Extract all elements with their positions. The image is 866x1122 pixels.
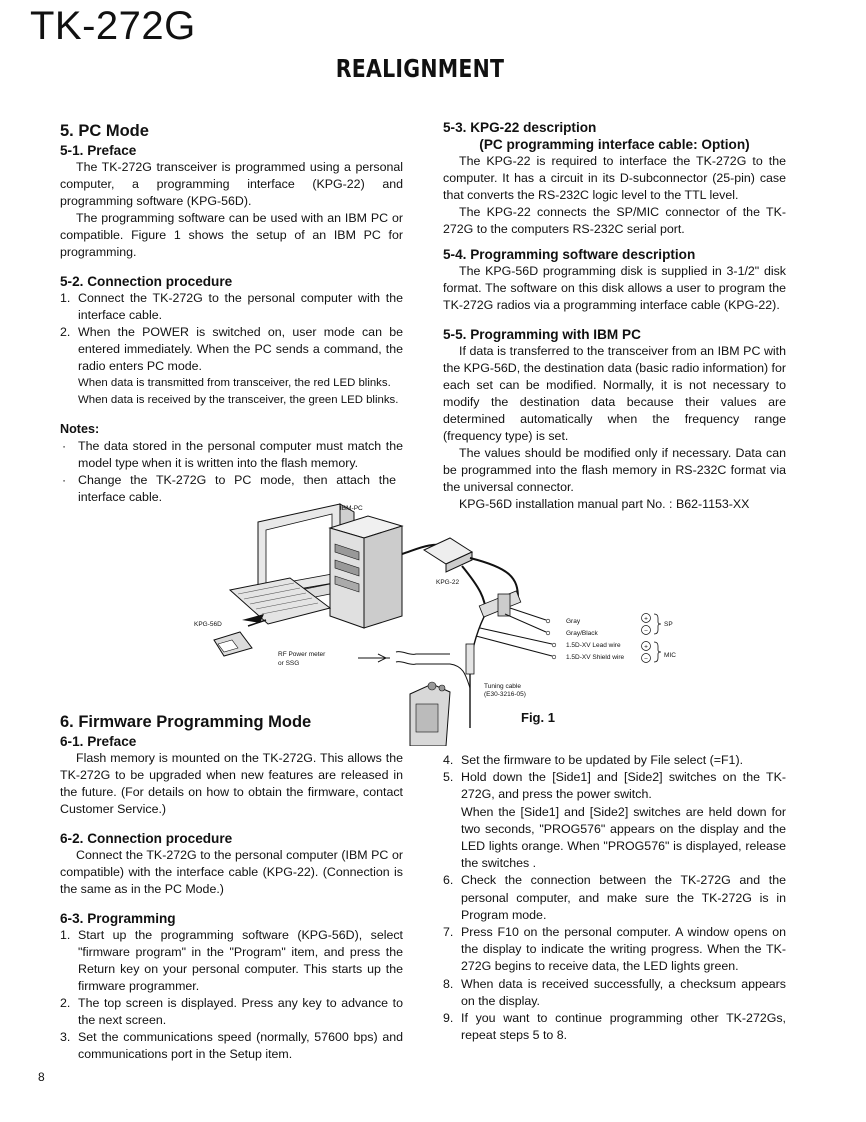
model-name: TK-272G bbox=[30, 4, 196, 48]
section-6-2-para-1: Connect the TK-272G to the personal computer (IBM PC or compatible) with the interface cable (KPG-22). (Connection is the same as in the PC Mode.) bbox=[60, 848, 403, 896]
section-5-right bbox=[443, 119, 786, 513]
manual-part-number: KPG-56D installation manual part No. : B62-1153-XX bbox=[459, 497, 750, 511]
rf-meter-label-line2: or SSG bbox=[278, 660, 300, 667]
list-item: 5. Hold down the [Side1] and [Side2] switches on the TK-272G, and press the power switch. bbox=[443, 770, 786, 802]
figure-caption: Fig. 1 bbox=[521, 710, 555, 725]
list-item: 9. If you want to continue programming other TK-272Gs, repeat steps 5 to 8. bbox=[443, 1011, 786, 1043]
wire-lead-label: 1.5D-XV Lead wire bbox=[566, 642, 621, 649]
ibm-pc-label: IBM-PC bbox=[340, 505, 363, 512]
section-5-2-title: 5-2. Connection procedure bbox=[60, 274, 233, 289]
section-5-3-subtitle: (PC programming interface cable: Option) bbox=[479, 137, 750, 152]
sp-minus-symbol: − bbox=[644, 627, 648, 635]
list-item: · The data stored in the personal computer must match the model type when it is written into the flash memory. bbox=[62, 439, 403, 470]
section-5-title: 5. PC Mode bbox=[60, 122, 149, 140]
rf-meter-label-line1: RF Power meter bbox=[278, 651, 326, 658]
list-item: 2. The top screen is displayed. Press any key to advance to the next screen. bbox=[60, 996, 403, 1027]
sp-plus-symbol: + bbox=[644, 615, 648, 623]
kpg56d-label: KPG-56D bbox=[194, 621, 222, 628]
section-5-3-para-2: The KPG-22 connects the SP/MIC connector of the TK-272G to the computers RS-232C serial port. bbox=[443, 205, 786, 236]
section-5-5-para-2: The values should be modified only if necessary. Data can be programmed into the flash memory in RS-232C format via the universal connector. bbox=[443, 446, 786, 494]
polarity-symbols bbox=[642, 614, 662, 663]
section-5-2-list bbox=[60, 290, 403, 375]
section-5-1-title: 5-1. Preface bbox=[60, 143, 137, 158]
section-6-3-list-end bbox=[443, 872, 786, 1044]
section-5-3-title: 5-3. KPG-22 description bbox=[443, 120, 597, 135]
notes-list bbox=[60, 438, 403, 506]
section-5-4-para-1: The KPG-56D programming disk is supplied in 3-1/2" disk format. The software on this disk allows a user to program the TK-272G radios via a programming interface cable (KPG-22). bbox=[443, 264, 786, 312]
page-number: 8 bbox=[38, 1070, 45, 1084]
list-item: 7. Press F10 on the personal computer. A window opens on the display to indicate the writing progress. When the TK-272G begins to receive data, the LED lights green. bbox=[443, 925, 786, 974]
list-item: 2. When the POWER is switched on, user mode can be entered immediately. When the PC sends a command, the radio enters PC mode. bbox=[60, 325, 403, 373]
section-5-1-para-2: The programming software can be used with an IBM PC or compatible. Figure 1 shows the setup of an IBM PC for programming. bbox=[60, 211, 403, 259]
section-6-3-list bbox=[60, 927, 403, 1063]
fig-1-setup-diagram bbox=[180, 498, 700, 746]
section-6-3-right bbox=[443, 752, 786, 1044]
mic-label: MIC bbox=[664, 652, 676, 659]
kpg22-interface-illustration bbox=[424, 538, 472, 572]
section-6-3-list-continued bbox=[443, 752, 786, 804]
sp-label: SP bbox=[664, 621, 673, 628]
list-item: 6. Check the connection between the TK-272G and the personal computer, and make sure the TK-272G is in Program mode. bbox=[443, 873, 786, 922]
section-5-3-para-1: The KPG-22 is required to interface the TK-272G to the computer. It has a circuit in its D-subconnector (25-pin) case that converts the RS-232C logic level to the TTL level. bbox=[443, 154, 786, 202]
list-item: 1. Connect the TK-272G to the personal computer with the interface cable. bbox=[60, 291, 403, 322]
wire-grayblack-label: Gray/Black bbox=[566, 630, 598, 637]
section-6-title: 6. Firmware Programming Mode bbox=[60, 713, 312, 731]
list-item: 1. Start up the programming software (KPG-56D), select "firmware program" in the "Program" item, and press the Return key on your personal computer. This starts up the firmware programmer. bbox=[60, 928, 403, 993]
section-6-left bbox=[60, 712, 403, 1063]
led-note-green: When data is received by the transceiver, the green LED blinks. bbox=[78, 394, 399, 406]
led-note-red: When data is transmitted from transceiver, the red LED blinks. bbox=[78, 377, 391, 389]
wire-shield-label: 1.5D-XV Shield wire bbox=[566, 654, 625, 661]
step-5-detail: When the [Side1] and [Side2] switches are held down for two seconds, "PROG576" appears on the display and the LED lights orange. When "PROG576" is displayed, release the switches . bbox=[461, 804, 786, 871]
tuning-cable-label-line1: Tuning cable bbox=[484, 683, 521, 690]
notes-title: Notes: bbox=[60, 422, 100, 436]
section-6-1-para-1: Flash memory is mounted on the TK-272G. This allows the TK-272G to be upgraded when new features are released in the future. (For details on how to obtain the firmware, contact Customer Service.) bbox=[60, 751, 403, 816]
section-5-1-para-1: The TK-272G transceiver is programmed using a personal computer, a programming interface (KPG-22) and programming software (KPG-56D). bbox=[60, 160, 403, 208]
section-6-1-title: 6-1. Preface bbox=[60, 734, 137, 749]
section-6-3-title: 6-3. Programming bbox=[60, 911, 176, 926]
section-5-4-title: 5-4. Programming software description bbox=[443, 247, 696, 262]
tuning-cable-label-line2: (E30-3216-05) bbox=[484, 691, 526, 698]
pc-tower-illustration bbox=[330, 516, 402, 628]
mic-plus-symbol: + bbox=[644, 643, 648, 651]
mic-minus-symbol: − bbox=[644, 655, 648, 663]
page-title: REALIGNMENT bbox=[335, 54, 505, 83]
list-item: 8. When data is received successfully, a checksum appears on the display. bbox=[443, 976, 786, 1008]
section-6-2-title: 6-2. Connection procedure bbox=[60, 831, 233, 846]
section-5-5-para-1: If data is transferred to the transceiver from an IBM PC with the KPG-56D, the destination data (basic radio information) for each set can be modified. Normally, it is not necessary to modify the destination data because their values are determined automatically when the frequency range (frequency type) is set. bbox=[443, 344, 786, 443]
section-5-left bbox=[60, 121, 403, 506]
transceiver-radio-illustration bbox=[410, 682, 450, 746]
kpg22-label: KPG-22 bbox=[436, 579, 460, 586]
list-item: 3. Set the communications speed (normally, 57600 bps) and communications port in the Setup item. bbox=[60, 1030, 403, 1061]
list-item: · Change the TK-272G to PC mode, then attach the interface cable. bbox=[62, 473, 396, 504]
section-5-5-title: 5-5. Programming with IBM PC bbox=[443, 327, 641, 342]
list-item: 4. Set the firmware to be updated by File select (=F1). bbox=[443, 753, 744, 767]
wire-gray-label: Gray bbox=[566, 618, 581, 625]
